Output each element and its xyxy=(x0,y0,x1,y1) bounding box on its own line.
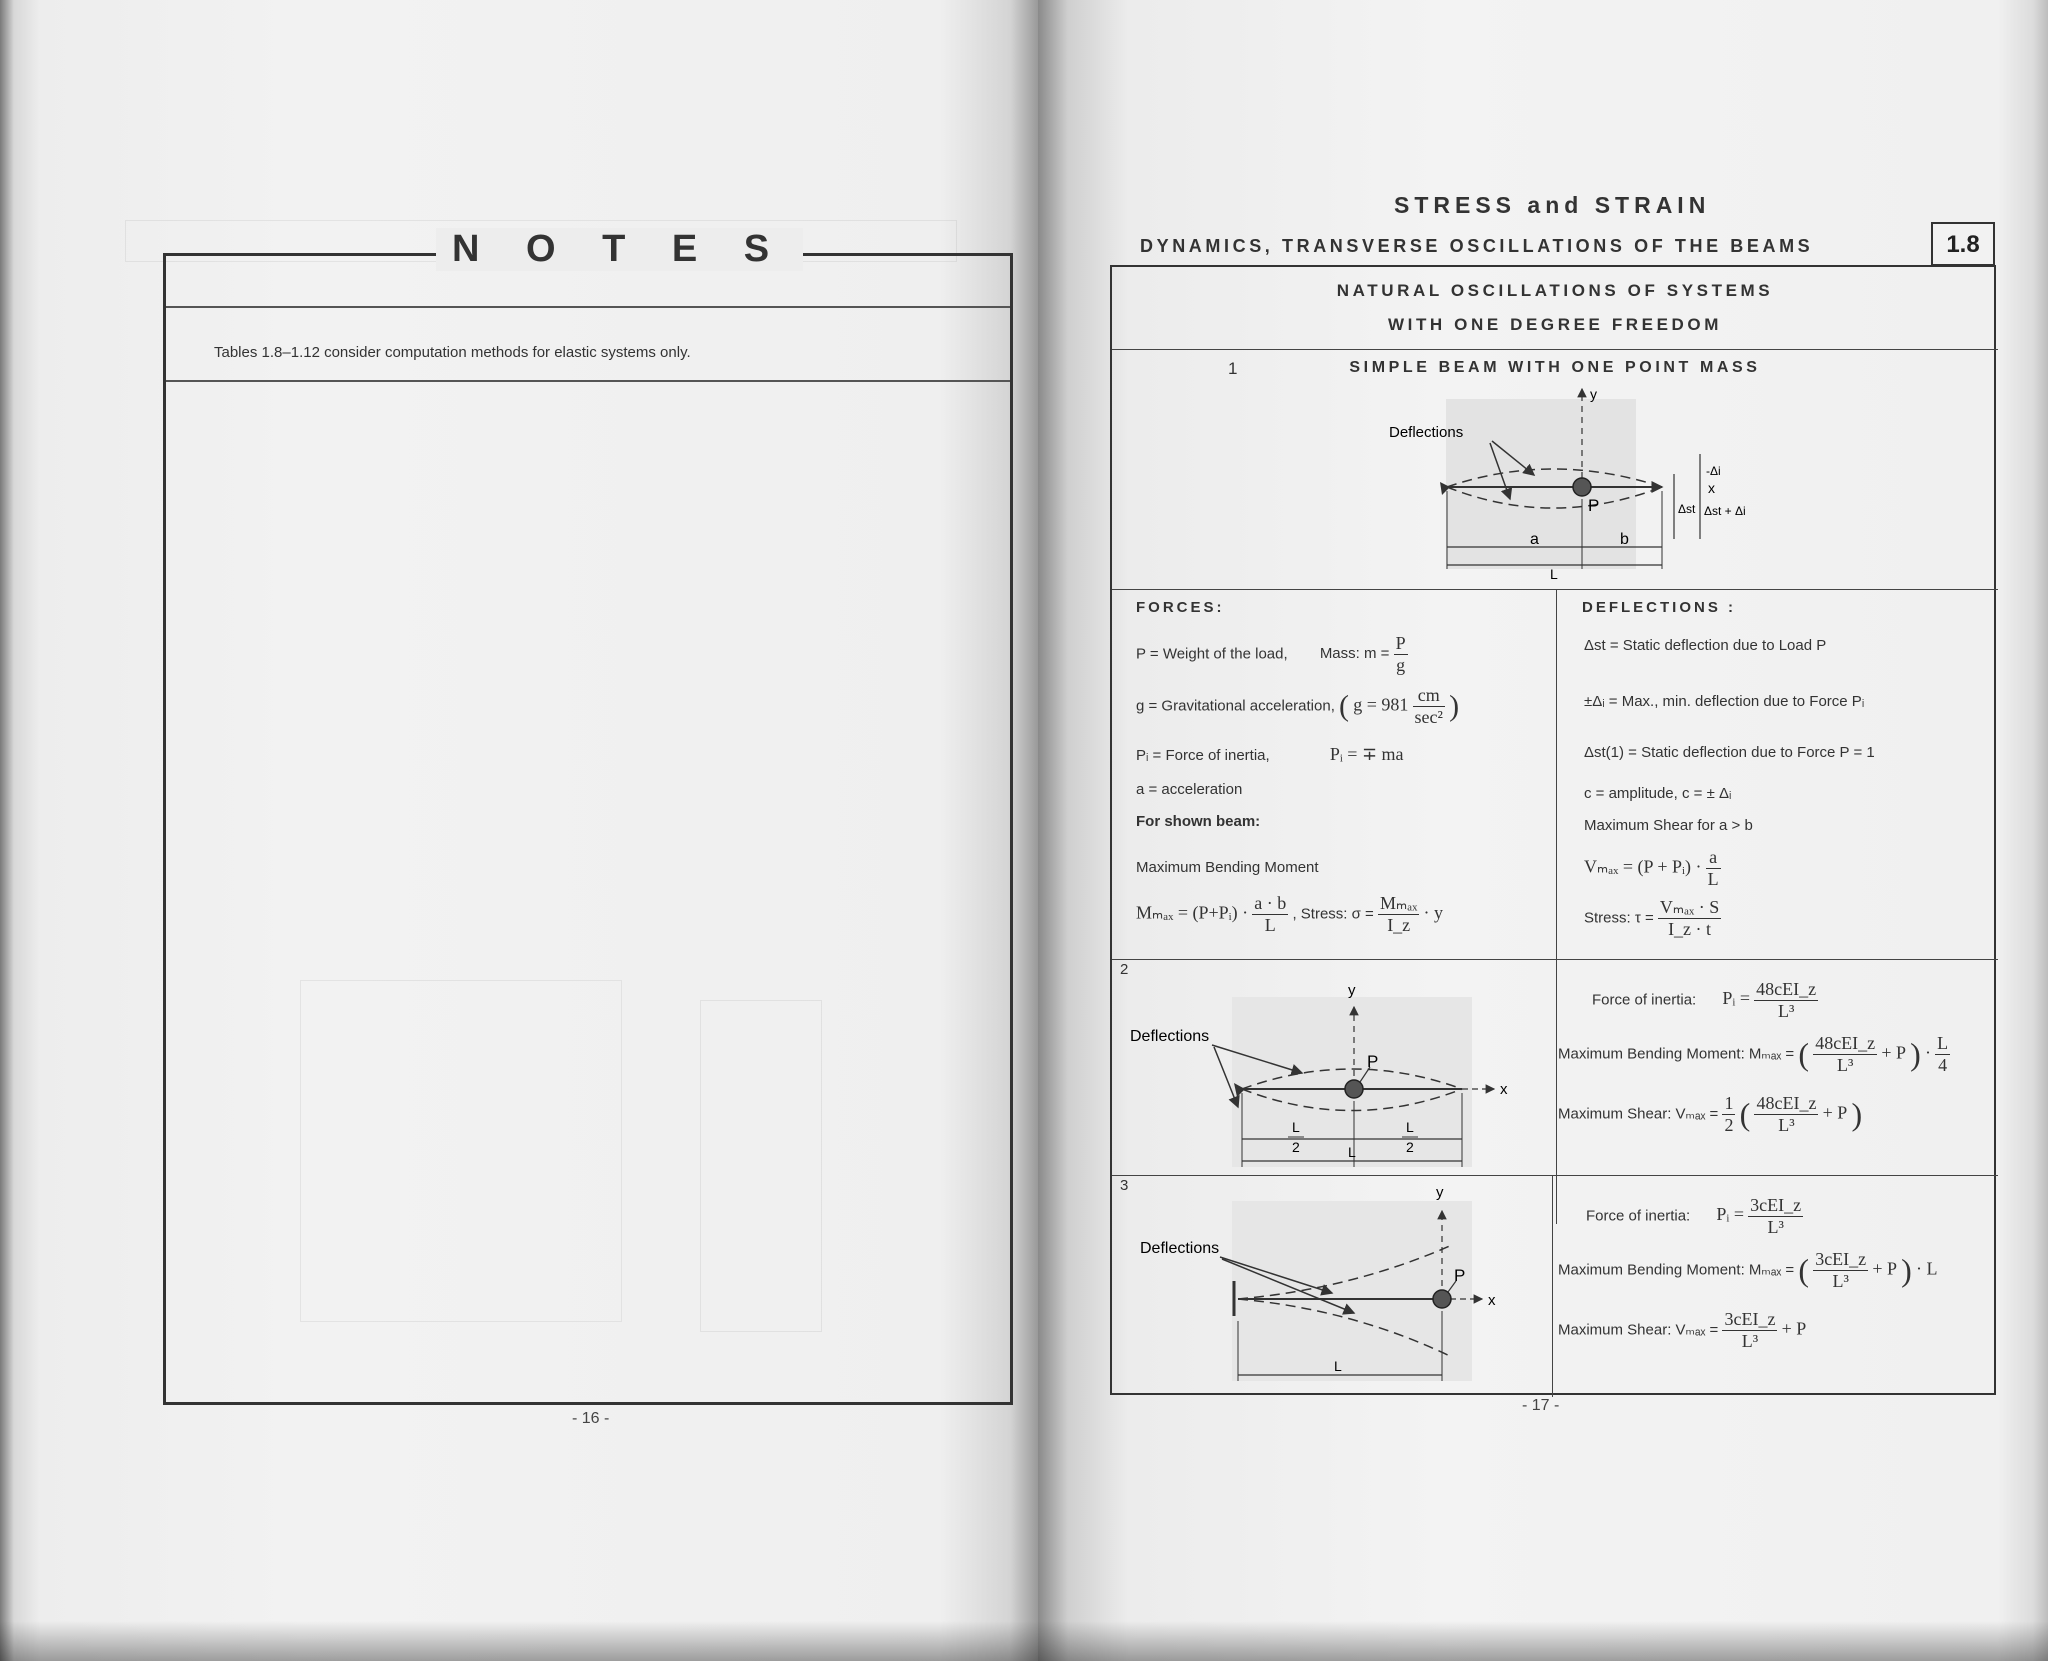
dim-b-label: b xyxy=(1620,531,1629,548)
y-axis-label: y xyxy=(1436,1184,1444,1201)
mmax-num: a · b xyxy=(1254,893,1287,913)
point-mass-icon xyxy=(1345,1080,1363,1098)
load-p-label: P xyxy=(1588,496,1600,515)
moment-tail-fraction xyxy=(1935,1033,1950,1076)
stress-label: , Stress: σ = xyxy=(1292,905,1374,923)
case-1-title: SIMPLE BEAM WITH ONE POINT MASS xyxy=(1349,359,1761,376)
p-def-text: P = Weight of the load, xyxy=(1136,645,1288,663)
tau-formula xyxy=(1584,897,1721,940)
case-2-moment xyxy=(1558,1033,1950,1076)
inertia-label: Force of inertia: xyxy=(1586,1207,1691,1225)
paren-open: ( xyxy=(1798,1252,1810,1288)
case-3-number: 3 xyxy=(1120,1177,1129,1194)
inertia-lhs: Pᵢ = xyxy=(1716,1204,1744,1225)
tau-den: I_z · t xyxy=(1668,919,1712,939)
delta-st-label: Δst xyxy=(1678,502,1696,516)
page-shadow xyxy=(1038,1621,2048,1661)
case-3-shear xyxy=(1558,1309,1806,1352)
notes-box xyxy=(163,228,1013,1405)
paren-open: ( xyxy=(1739,1096,1751,1132)
mass-label: Mass: m = xyxy=(1319,645,1390,663)
shear-plus: + P xyxy=(1822,1102,1848,1123)
inertia-lhs: Pᵢ = xyxy=(1722,988,1750,1009)
shear-fraction xyxy=(1754,1093,1818,1136)
half-num-right: L xyxy=(1406,1119,1414,1135)
tau-fraction xyxy=(1658,897,1721,940)
notes-rule-top xyxy=(166,306,1010,308)
for-shown-beam: For shown beam: xyxy=(1136,813,1261,830)
load-p-label: P xyxy=(1367,1052,1379,1071)
print-shadow xyxy=(1232,1201,1472,1381)
moment-plus: + P xyxy=(1872,1258,1897,1279)
inertia-den: L³ xyxy=(1777,1001,1795,1021)
inertia-label: Force of inertia: xyxy=(1592,991,1697,1009)
paren-close: ) xyxy=(1851,1096,1863,1132)
moment-dot: · xyxy=(1925,1042,1931,1063)
tau-num: Vₘₐₓ · S xyxy=(1659,897,1720,917)
shear-coef-den: 2 xyxy=(1724,1115,1734,1135)
vmax-formula xyxy=(1584,847,1721,890)
case-2-shear xyxy=(1558,1093,1862,1136)
deflection-def-1: Δst = Static deflection due to Load P xyxy=(1584,637,1827,654)
mmax-formula xyxy=(1136,893,1443,936)
y-axis-label: y xyxy=(1348,982,1356,999)
shear-coef-num: 1 xyxy=(1724,1093,1734,1113)
moment-label: Maximum Bending Moment: Mₘₐₓ = xyxy=(1558,1045,1795,1063)
case-1-number: 1 xyxy=(1228,359,1238,378)
case-3-moment xyxy=(1558,1249,1938,1292)
delta-sum-label: Δst + Δi xyxy=(1704,504,1746,518)
inertia-num: 48cEI_z xyxy=(1756,979,1817,999)
g-unit-den: sec² xyxy=(1414,707,1443,727)
vmax-den: L xyxy=(1707,869,1719,889)
deflections-label: Deflections xyxy=(1389,424,1464,441)
half-num-left: L xyxy=(1292,1119,1300,1135)
max-shear-label: Maximum Shear for a > b xyxy=(1584,817,1753,834)
page-shadow xyxy=(0,1621,1038,1661)
moment-fraction xyxy=(1813,1033,1877,1076)
forces-p-def xyxy=(1136,633,1408,676)
forces-pi-def xyxy=(1136,744,1404,765)
vmax-num: a xyxy=(1706,847,1721,869)
dim-l-label: L xyxy=(1334,1358,1342,1374)
moment-tail-den: 4 xyxy=(1938,1055,1948,1075)
header-line-1: NATURAL OSCILLATIONS OF SYSTEMS xyxy=(1336,281,1774,300)
mmax-fraction xyxy=(1252,893,1288,936)
dim-l-label: L xyxy=(1348,1144,1356,1160)
point-mass-icon xyxy=(1433,1290,1451,1308)
max-bending-moment-label: Maximum Bending Moment xyxy=(1136,859,1319,876)
case-1-rule xyxy=(1112,589,1998,590)
forces-a-def: a = acceleration xyxy=(1136,781,1243,798)
right-page xyxy=(1038,0,2048,1661)
inertia-fraction xyxy=(1748,1195,1803,1238)
paren-close: ) xyxy=(1449,689,1460,723)
deflections-heading: DEFLECTIONS : xyxy=(1582,599,1736,616)
print-shadow xyxy=(1446,399,1636,569)
shear-num: 48cEI_z xyxy=(1756,1093,1817,1113)
case-2-beam-diagram xyxy=(1122,967,1542,1177)
moment-den: L³ xyxy=(1836,1055,1854,1075)
inertia-den: L³ xyxy=(1767,1217,1784,1237)
inertia-num: 3cEI_z xyxy=(1750,1195,1802,1215)
header-line-2: WITH ONE DEGREE FREEDOM xyxy=(1387,315,1723,334)
mmax-den: L xyxy=(1264,915,1276,935)
case-2-inertia xyxy=(1592,979,1818,1022)
moment-num: 3cEI_z xyxy=(1815,1249,1867,1269)
shear-num: 3cEI_z xyxy=(1724,1309,1776,1329)
delta-i-label: -Δi xyxy=(1706,464,1721,478)
case-2-number: 2 xyxy=(1120,961,1129,978)
shear-fraction xyxy=(1722,1309,1777,1352)
notes-title: N O T E S xyxy=(436,228,803,271)
deflection-def-4: c = amplitude, c = ± Δᵢ xyxy=(1584,785,1732,802)
case-3-beam-diagram xyxy=(1122,1181,1542,1393)
shear-label: Maximum Shear: Vₘₐₓ = xyxy=(1558,1105,1719,1123)
page-number-right: - 17 - xyxy=(1522,1397,1560,1414)
moment-num: 48cEI_z xyxy=(1815,1033,1876,1053)
vmax-lhs: Vₘₐₓ = (P + Pᵢ) · xyxy=(1584,856,1702,877)
deflections-label: Deflections xyxy=(1130,1028,1210,1045)
inertia-fraction xyxy=(1754,979,1818,1022)
forces-g-def xyxy=(1136,685,1459,728)
shear-den: L³ xyxy=(1741,1331,1759,1351)
x-axis-label: x xyxy=(1708,480,1715,496)
paren-close: ) xyxy=(1910,1036,1921,1072)
stress-den: I_z xyxy=(1387,915,1411,935)
stress-fraction xyxy=(1378,893,1419,936)
moment-den: L³ xyxy=(1832,1271,1849,1291)
deflection-def-3: Δst(1) = Static deflection due to Force P = 1 xyxy=(1584,744,1875,761)
mass-den: g xyxy=(1396,655,1406,675)
page-subtitle: DYNAMICS, TRANSVERSE OSCILLATIONS OF THE BEAMS xyxy=(1140,236,1814,256)
half-den-right: 2 xyxy=(1406,1139,1414,1155)
paren-open: ( xyxy=(1339,689,1350,723)
shear-plus: + P xyxy=(1781,1318,1807,1339)
moment-label: Maximum Bending Moment: Mₘₐₓ = xyxy=(1558,1261,1795,1279)
moment-fraction xyxy=(1813,1249,1868,1292)
section-number: 1.8 xyxy=(1931,222,1995,266)
paren-close: ) xyxy=(1901,1252,1912,1288)
deflection-def-2: ±Δᵢ = Max., min. deflection due to Force Pᵢ xyxy=(1584,693,1865,710)
column-divider xyxy=(1556,589,1557,1224)
pi-equation: Pᵢ = ∓ ma xyxy=(1329,744,1404,764)
x-axis-label: x xyxy=(1488,1292,1496,1309)
dim-l-label: L xyxy=(1550,566,1558,582)
pi-def-text: Pᵢ = Force of inertia, xyxy=(1136,747,1270,764)
notes-rule-bottom xyxy=(166,380,1010,382)
table-box xyxy=(1110,265,1996,1395)
forces-heading: FORCES: xyxy=(1136,599,1225,616)
tau-label: Stress: τ = xyxy=(1584,909,1654,927)
y-axis-label: y xyxy=(1590,386,1597,402)
g-value: g = 981 xyxy=(1353,694,1409,715)
mmax-lhs: Mₘₐₓ = (P+Pᵢ) · xyxy=(1136,902,1249,923)
vmax-fraction xyxy=(1706,847,1721,890)
dim-a-label: a xyxy=(1530,531,1539,548)
g-unit-num: cm xyxy=(1413,685,1445,707)
shear-coef-fraction xyxy=(1722,1093,1735,1136)
load-p-label: P xyxy=(1454,1266,1466,1285)
case-2-rule xyxy=(1112,959,1998,960)
moment-tail-num: L xyxy=(1937,1033,1949,1053)
mass-fraction xyxy=(1394,633,1408,676)
g-unit-fraction xyxy=(1413,685,1445,728)
moment-plus: + P xyxy=(1881,1042,1906,1063)
stress-num: Mₘₐₓ xyxy=(1380,893,1418,913)
half-den-left: 2 xyxy=(1292,1139,1300,1155)
page-title: STRESS and STRAIN xyxy=(1394,192,1711,218)
notes-text: Tables 1.8–1.12 consider computation methods for elastic systems only. xyxy=(214,344,691,361)
shear-label: Maximum Shear: Vₘₐₓ = xyxy=(1558,1321,1719,1339)
deflections-label: Deflections xyxy=(1140,1240,1220,1257)
case-3-inertia xyxy=(1586,1195,1803,1238)
moment-tail: · L xyxy=(1916,1258,1938,1279)
paren-open: ( xyxy=(1798,1036,1810,1072)
header-rule xyxy=(1112,349,1998,350)
case-1-beam-diagram xyxy=(1262,379,1822,584)
column-divider-3 xyxy=(1552,1175,1553,1397)
page-number-left: - 16 - xyxy=(572,1410,610,1427)
x-axis-label: x xyxy=(1500,1081,1508,1098)
point-mass-icon xyxy=(1573,478,1591,496)
shear-den: L³ xyxy=(1778,1115,1795,1135)
case-3-rule xyxy=(1112,1175,1998,1176)
mass-num: P xyxy=(1395,633,1406,653)
g-def-text: g = Gravitational acceleration, xyxy=(1136,697,1335,715)
stress-tail: · y xyxy=(1423,902,1444,923)
